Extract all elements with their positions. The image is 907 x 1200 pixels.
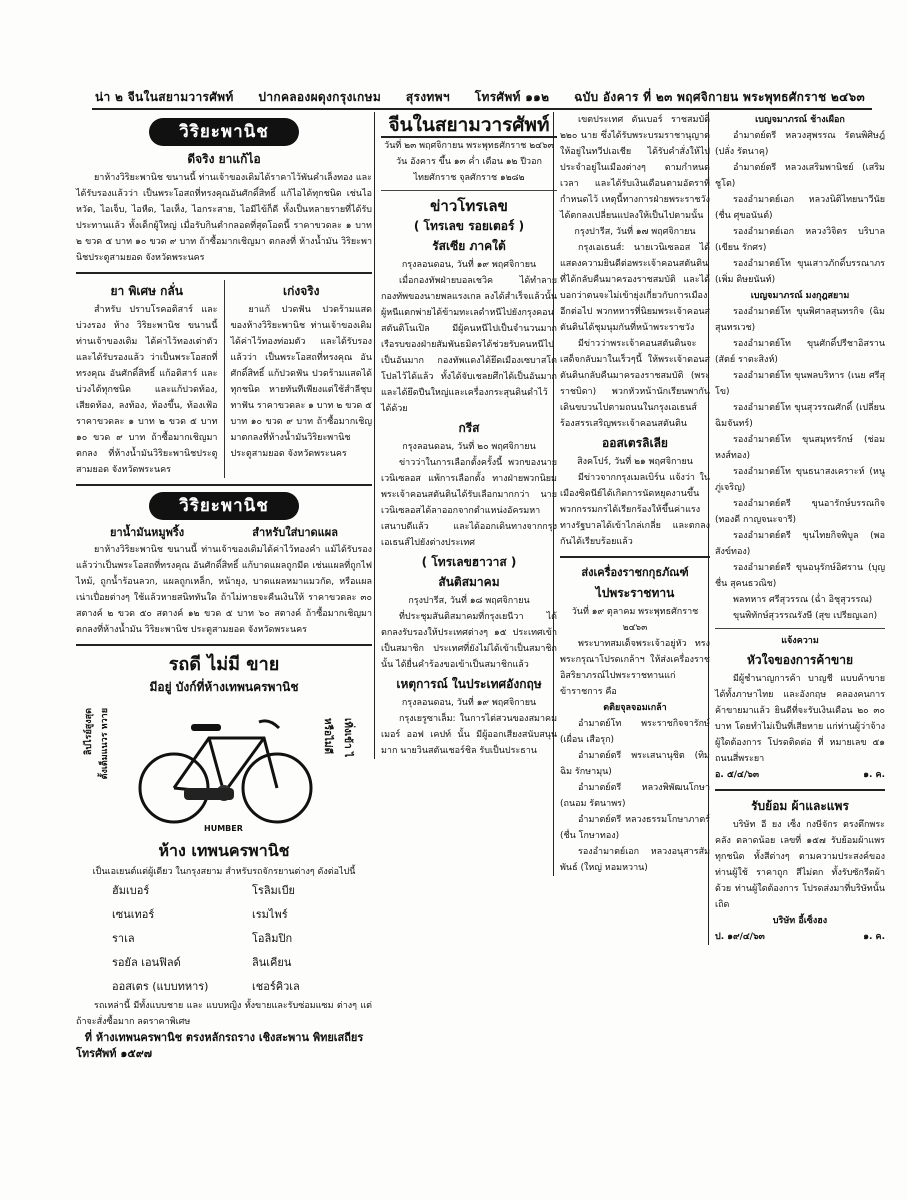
- story-body: เมื่อกองทัพฝ่ายบอลเชวิค ได้ทำลายกองทัพของนายพลแรงเกล ลงได้สำเร็จแล้วนั้น ผู้หนีแตกพ่ายได้ข้ามทะเลดำหนีไปยังกรุงคอนสตันติโนเปิล มีผู้คนหนีไปเป็นจำนวนมาก เรือรบของฝ่ายสัมพันธมิตรได้ช่วยรับคนหนีไปเป็นอันมาก กองทัพแดงได้ยึดเมืองเซบาสโตโปลไว้ได้แล้ว ทั้งได้จับเชลยศึกได้เป็นอันมาก และได้ยึดปืนใหญ่และเครื่องกระสุนดินดำไว้ได้ด้วย: [381, 276, 557, 414]
- honoree-item: ขุนพิทักษ์สุวรรณรังษี (สุข เปรียญเอก): [733, 611, 878, 621]
- honoree-item: อำมาตย์ตรี หลวงสุพรรณ รัตนพิศิษฎ์ (ปลั่ง รัตนาคุ): [715, 131, 885, 157]
- story-dateline: กรุงปารีส, วันที่ ๑๗ พฤศจิกายน: [574, 227, 696, 237]
- column-ads: [76, 112, 372, 1062]
- ad-headline: รถดี ไม่มี ขาย: [168, 654, 280, 675]
- date-line: วันที่ ๒๓ พฤศจิกายน พระพุทธศักราช ๒๔๖๓: [384, 141, 554, 151]
- ad-title: รับย้อม ผ้าและแพร: [751, 799, 849, 813]
- issue-date: ฉบับ อังคาร ที่ ๒๓ พฤศจิกายน พระพุทธศักราช ๒๔๖๓: [574, 89, 865, 104]
- bicycle-illustration: [76, 698, 372, 838]
- brand-item: โอลิมปิก: [252, 932, 293, 945]
- ad-body: ยาห้างวิริยะพานิช ขนานนี้ ท่านเจ้าของเดิมได้ค่าไว้ทองคำ แม้ได้รับรองแล้วว่าเป็นพระโอสถที่ทรงคุณ อันศักดิ์สิทธิ์ แก้บาดแผลถูกมีด เช่นแผลที่ถูกไฟไหม้, ถูกน้ำร้อนลวก, แผลถูกเหล็ก, หน้ายุง, บาดแผลหมาแมวกัด, หรือแผลเน่าเปื่อยต่างๆ ใช้แล้วหายสนิททันใด ถ้าไม่หายจะคืนเงินให้ ราคาขวดละ ๓๐ สตางค์ ๒ ขวด ๕๐ สตางค์ ๑๒ ขวด ๕ บาท ๖๐ สตางค์ ถ้าซื้อมากเชิญมาตกลงที่ห้างน้ำมัน วิริยะพานิช ประตูสามยอด จังหวัดพระนคร: [76, 545, 372, 635]
- honoree-item: อำมาตย์ตรี หลวงพิพัฒนโกษา (ถนอม รัตนาพร): [560, 783, 710, 809]
- shop-name: ห้าง เทพนครพานิช: [158, 841, 290, 860]
- brand-item: เรมไพร์: [252, 908, 288, 921]
- paper-masthead: จีนในสยามวารศัพท์: [381, 116, 557, 138]
- ad-toothache-medicine: [224, 280, 373, 478]
- honoree-item: รองอำมาตย์เอก หลวงนิติไทยนาวีนัย (ชื่น ศุขอนันต์): [715, 195, 885, 221]
- honoree-item: รองอำมาตย์โท ขุนพิศาลสุนทรกิจ (ฉิม สุนทรเวช): [715, 307, 885, 333]
- shop-address: ที่ ห้างเทพนครพานิช ตรงหลักรถราง เชิงสะพาน พิทยเสถียร: [84, 1031, 364, 1044]
- honoree-item: รองอำมาตย์โท ขุนศักดิ์ปรีชาอิสราน (สัตย์ ราตะสิงห์): [715, 339, 885, 365]
- story-body: มีข่าวจากกรุงเมลเบิร์น แจ้งว่า ในเมืองซิดนีย์ได้เกิดการนัดหยุดงานขึ้น พวกกรรมกรได้เรียกร้องให้ขึ้นค่าแรง ทางรัฐบาลได้เข้าไกล่เกลี่ย และตกลงกันได้เรียบร้อยแล้ว: [560, 473, 710, 547]
- story-title: กรีส: [458, 421, 480, 435]
- story-body: กรุงเยรูซาเล็ม: ในการไต่สวนของสมาคมเมอร์ ออฟ เคปท์ นั้น มีผู้ออกเสียงสนับสนุนมาก นายวินสตันเชอร์ชิล รับเป็นประธาน: [381, 714, 557, 756]
- brand-mark: HUMBER: [204, 824, 243, 833]
- ad-banner: วิริยะพานิช: [149, 118, 299, 146]
- ad-body: บริษัท อี ยง เซ็ง กงษีจักร ตรงตึกพระคลัง ตลาดน้อย เลขที่ ๑๕๗ รับย้อมผ้าแพรทุกชนิด ทั้งสีต่างๆ ตามความประสงค์ของท่านผู้ใช้ ราคาถูก สีไม่ตก ทั้งรับซักรีดผ้าด้วย ท่านผู้ใดต้องการ โปรดส่งมาที่บริษัทนั้นเถิด: [715, 820, 885, 910]
- header-rule: [92, 108, 872, 110]
- date-line: ไทยศักราช จุลศักราช ๑๒๘๒: [413, 173, 525, 183]
- ad-subtitle-left: ยาน้ำมันหมูพริ้ง: [110, 526, 185, 539]
- ad-note: รถเหล่านี้ มีทั้งแบบชาย และ แบบหญิง ทั้งขายและรับซ่อมแซม ต่างๆ แต่ถ้าจะสั่งซื้อมาก ลดราคาพิเศษ: [76, 1001, 372, 1027]
- honoree-item: รองอำมาตย์โท ขุนเสาวภักดิ์บรรณาภร (เพิ่ม ดิษยนันท์): [715, 259, 885, 285]
- ad-pair: [76, 280, 372, 478]
- ad-body: สำหรับ ปราบโรคอติสาร์ และ บ่วงรอง ห้าง วิริยะพานิช ขนานนี้ ท่านเจ้าของเดิม ได้ค่าไว้ทองเต่าตัว และได้รับรองแล้ว ว่าเป็นพระโอสถที่ทรงคุณ อันศักดิ์สิทธิ์ แก้อติสาร์ และบ่วงได้ทุกชนิด และแก้ปวดท้อง, เสียดท้อง, ลงท้อง, ท้องขึ้น, ท้องเฟ้อ ราคาขวดละ ๑ บาท ๒ ขวด ๕ บาท ๑๐ ขวด ๙ บาท ถ้าซื้อมากเชิญมาตกลง ที่ห้างน้ำมันวิริยะพานิชประตูสามยอด จังหวัดพระนคร: [76, 305, 218, 475]
- ad-intro: เป็นเอเยนต์แต่ผู้เดียว ในกรุงสยาม สำหรับรถจักรยานต่างๆ ดังต่อไปนี้: [92, 867, 356, 877]
- brand-item: ลินเคียน: [252, 956, 292, 969]
- honoree-item: อำมาตย์ตรี หลวงธรรมโกษาภาตร์ (ชื่น โกษาทอง): [560, 815, 710, 841]
- phone: โทรศัพท์ ๑๑๒: [474, 89, 550, 104]
- signature-code: ๑. ค.: [863, 770, 885, 780]
- ad-bicycles: [76, 656, 372, 1062]
- ad-title: ยา พิเศษ กลั่น: [110, 284, 183, 298]
- signature-code: ป. ๑๙/๔/๖๓: [715, 932, 765, 942]
- ad-title: เก่งจริง: [282, 284, 320, 298]
- story-dateline: กรุงปารีส, วันที่ ๑๘ พฤศจิกายน: [408, 596, 530, 606]
- story-title: รัสเซีย ภาคใต้: [432, 239, 506, 253]
- order-name: เบญจมาภรณ์ มงกุฎสยาม: [750, 291, 850, 301]
- notice-signature: [715, 767, 885, 783]
- ad-subtitle: ดีจริง ยาแก้ไอ: [187, 152, 261, 166]
- story-body: ข่าวว่าในการเลือกตั้งครั้งนี้ พวกของนายเวนิเซลอส แพ้การเลือกตั้ง ทางฝ่ายพวกนิยมพระเจ้าคอนสตันตินได้รับเลือกมากกว่า นายเวนิเซลอสได้ลาออกจากตำแหน่งอัครมหาเสนาบดีแล้ว และได้ออกเดินทางจากกรุงเอเธนส์ไปยังต่างประเทศ: [381, 458, 557, 548]
- brand-item: เซนเทอร์: [112, 908, 155, 921]
- story-body: กรุงเอเธนส์: นายเวนิเซลอส ได้แสดงความยินดีต่อพระเจ้าคอนสตันติน ที่ได้กลับคืนมาครองราชสมบัติ และได้บอกว่าตนจะไม่เข้ายุ่งเกี่ยวกับการเมืองอีกต่อไป พวกทหารที่นิยมพระเจ้าคอนสตันตินได้ชุมนุมกันที่หน้าพระราชวัง: [560, 243, 710, 333]
- story-dateline: กรุงลอนดอน, วันที่ ๑๙ พฤศจิกายน: [401, 698, 537, 708]
- section-title: ข่าวโทรเลข: [430, 197, 508, 215]
- ad-signature: บริษัท อี้เซ็งฮง: [772, 916, 828, 926]
- divider: [715, 789, 885, 791]
- news-source: ( โทรเลข รอยเตอร์ ): [413, 219, 525, 233]
- page-header: [95, 86, 865, 108]
- order-name: ตติยจุลจอมเกล้า: [603, 703, 667, 713]
- news-source: ( โทรเลขฮาวาส ): [421, 555, 517, 569]
- divider: [76, 272, 372, 274]
- brand-list: [76, 880, 372, 998]
- divider: [381, 190, 557, 191]
- vertical-caption: ตั้งเต็มแนวร หวาย: [100, 708, 110, 780]
- story-body: ที่ประชุมสันติสมาคมที่กรุงเยนีวา ได้ตกลงรับรองให้ประเทศต่างๆ ๑๕ ประเทศเข้าเป็นสมาชิก ประเทศที่ยังไม่ได้เข้าเป็นสมาชิกนั้น ได้ยื่นคำร้องขอเข้าเป็นสมาชิกแล้ว: [381, 612, 557, 670]
- publisher: ปากคลองผดุงกรุงเกษม: [258, 89, 382, 104]
- story-dateline: กรุงลอนดอน, วันที่ ๑๙ พฤศจิกายน: [401, 260, 537, 270]
- honoree-item: อำมาตย์โท พระราชกิจจารักษ์ (เผื่อน เสือรุก): [560, 719, 710, 745]
- honoree-item: อำมาตย์ตรี หลวงเสริมพานิชย์ (เสริม ชูโต): [715, 163, 885, 189]
- ad-banner: วิริยะพานิช: [149, 492, 299, 520]
- brand-item: เชอร์คิวเล: [252, 980, 300, 993]
- column-honors-notices: [708, 112, 885, 945]
- ad-cough-medicine: [76, 118, 372, 266]
- brand-item: โรลิมเบีย: [252, 884, 295, 897]
- divider: [715, 628, 885, 629]
- column-telegraph-news: [374, 112, 557, 759]
- story-dateline: สิงคโปร์, วันที่ ๒๑ พฤศจิกายน: [577, 457, 693, 467]
- signature-code: ๑. ค.: [863, 932, 885, 942]
- honoree-item: อำมาตย์ตรี พระเสนานุชิต (ทิม ฉิม รักษามุน): [560, 751, 710, 777]
- notice-body: มีผู้ชำนาญการค้า บาญชี แบบค้าขายได้ทั้งภาษาไทย และอังกฤษ คลองคนการค้าขายมาแล้ว ยินดีที่จะรับเงินเดือน ๒๐ ๓๐ บาท โดยทำไม่เป็นที่เสียหาย แก่ท่านผู้ว่าจ้าง ผู้ใดต้องการ โปรดติดต่อ ที่ หมายเลข ๕๑ ถนนสี่พระยา: [715, 674, 885, 764]
- story-body: เขตประเทศ ดันเบอร์ ราชสมบัติ ๒๒๐ นาย ซึ่งได้รับพระบรมราชานุญาต ให้อยู่ในทวีปเอเชีย ได้รับคำสั่งให้ไปประจำอยู่ในเมืองต่างๆ ตามกำหนดเวลา และได้รับเงินเดือนตามอัตราที่กำหนดไว้ เหตุนี้ทางการฝ่ายพระราชวังได้ตกลงเปลี่ยนแปลงให้เป็นไปตามนั้น: [560, 115, 710, 221]
- bicycle-icon: [129, 708, 319, 828]
- ad-signature-codes: [715, 929, 885, 945]
- ad-wound-oil: [76, 492, 372, 638]
- story-title: ออสเตรลิเลีย: [602, 436, 668, 450]
- shop-phone: โทรศัพท์ ๑๕๙๗: [76, 1047, 153, 1060]
- order-name: เบญจมาภรณ์ ช้างเผือก: [755, 115, 845, 125]
- ad-subhead: มีอยู่ บังก์ที่ห้างเทพนครพานิช: [149, 680, 299, 694]
- story-title: สันติสมาคม: [438, 575, 500, 589]
- honoree-item: พลทหาร ศรีสุวรรณ (ฉ่ำ อิชุสุวรรณ): [733, 595, 873, 605]
- column-news-continued: [553, 112, 710, 876]
- ad-subtitles: [76, 524, 372, 542]
- divider: [76, 644, 372, 646]
- divider: [76, 484, 372, 486]
- honoree-item: รองอำมาตย์โท ขุนสมุทรรักษ์ (ช่อม หงส์ทอง): [715, 435, 885, 461]
- ad-body: ยาแก้ ปวดฟัน ปวดร้ามแสด ของห้างวิริยะพานิช ท่านเจ้าของเดิมได้ค่าไว้ทองท่อมตัว และได้รับรองแล้วว่า เป็นพระโอสถที่ทรงคุณ อันศักดิ์สิทธิ์ แก้ปวดฟัน ปวดร้ามแสดได้ทุกชนิด หายทันทีเพียงแต่ใช้สำลีชุบทาฟัน ราคาขวดละ ๑ บาท ๒ ขวด ๕ บาท ๑๐ ขวด ๙ บาท ถ้าซื้อมากเชิญมาตกลงที่ห้างน้ำมันวิริยะพานิช ประตูสามยอด จังหวัดพระนคร: [230, 305, 372, 459]
- signature-code: อ. ๕/๔/๖๓: [715, 770, 760, 780]
- story-title: ส่งเครื่องราชกกุธภัณฑ์: [560, 556, 710, 582]
- story-body: พระบาทสมเด็จพระเจ้าอยู่หัว ทรงพระกรุณาโปรดเกล้าฯ ให้ส่งเครื่องราชอิสริยาภรณ์ไปพระราชทานแก่ข้าราชการ คือ: [560, 639, 710, 697]
- honoree-item: รองอำมาตย์ตรี ขุนไทยกิจพิบูล (พอ สังข์ทอง): [715, 531, 885, 557]
- honoree-item: รองอำมาตย์โท ขุนธนาสงเคราะห์ (หนู ภู่เจริญ): [715, 467, 885, 493]
- story-title: เหตุการณ์ ในประเทศอังกฤษ: [396, 677, 542, 691]
- story-body: มีข่าวว่าพระเจ้าคอนสตันตินจะเสด็จกลับมาในเร็วๆนี้ ให้พระเจ้าตอนสตันตินกลับคืนมาครองราชสมบัติ (พระราชบิดา) พวกหัวหน้านักเรียนพากันเดินขบวนไปตามถนนในกรุงเอเธนส์ ร้องสรรเสริญพระเจ้าคอนสตันติน: [560, 339, 710, 429]
- vertical-caption: ลิปไรย์สูงสุด: [84, 708, 94, 756]
- honoree-item: รองอำมาตย์โท ขุนสุวรรณศักดิ์ (เปลี่ยน ฉิมจันทร์): [715, 403, 885, 429]
- honoree-item: รองอำมาตย์ตรี ขุนอนุรักษ์อิศราน (บุญชื่น สุคนธวณิช): [715, 563, 885, 589]
- ad-diarrhea-medicine: [76, 280, 218, 478]
- honoree-item: รองอำมาตย์ตรี ขุนอารักษ์บรรณกิจ (ทองดี กาญจนะจารี): [715, 499, 885, 525]
- brand-item: ราเล: [112, 932, 135, 945]
- honoree-item: รองอำมาตย์เอก หลวงวิจิตร บริบาล (เขียน รักศร): [715, 227, 885, 253]
- vertical-caption: หรือไม่ดี: [322, 718, 333, 755]
- story-dateline: กรุงลอนดอน, วันที่ ๒๐ พฤศจิกายน: [402, 442, 536, 452]
- ad-body: ยาห้างวิริยะพานิช ขนานนี้ ท่านเจ้าของเดิมได้ราคาไว้พันคำเล็งทอง และได้รับรองแล้วว่า เป็นพระโอสถที่ทรงคุณอันศักดิ์สิทธิ์ แก้ไอได้ทุกชนิด เช่นไอหวัด, ไอเจ็บ, ไอหืด, ไอเห็ง, ไอกระสาย, ไอมีไข้ก็ดี ทั้งเป็นหลายรายที่ได้รับประทานแล้ว ทั้งเด็กผู้ใหญ่ เมื่อรับกินตำกลอดที่สุดโอดนี้ ราคาขวดละ ๑ บาท ๒ ขวด ๕ บาท ๑๐ ขวด ๙ บาท ถ้าซื้อมากเชิญมา ตกลงที่ ห้างน้ำมัน วิริยะพานิชประตูสามยอด จังหวัดพระนคร: [76, 173, 372, 263]
- vertical-caption: เทิ่งเข้า ไ: [342, 718, 353, 758]
- brand-item: ฮัมเบอร์: [112, 884, 150, 897]
- honoree-item: รองอำมาตย์เอก หลวงอนุสารสัมพันธ์ (ใหญ่ หอมหวาน): [560, 847, 710, 873]
- notice-label: แจ้งความ: [781, 636, 819, 646]
- date-line: วัน อังคาร ขึ้น ๑๓ ค่ำ เดือน ๑๒ ปีวอก: [396, 157, 542, 167]
- brand-item: ออสเตร (แบบทหาร): [112, 980, 209, 993]
- brand-item: รอยัล เอนฟิลด์: [112, 956, 181, 969]
- town: สุรงทพฯ: [405, 89, 450, 104]
- notice-title: หัวใจของการค้าขาย: [747, 653, 853, 667]
- ad-subtitle-right: สำหรับใส่บาดแผล: [252, 526, 338, 539]
- story-dateline: วันที่ ๑๙ ตุลาคม พระพุทธศักราช ๒๔๖๓: [571, 607, 699, 633]
- story-subtitle: ไปพระราชทาน: [595, 586, 675, 600]
- page-label: น่า ๒ จีนในสยามวารศัพท์: [95, 89, 234, 104]
- honoree-item: รองอำมาตย์โท ขุนพลบริหาร (เนย ศรีสุโข): [715, 371, 885, 397]
